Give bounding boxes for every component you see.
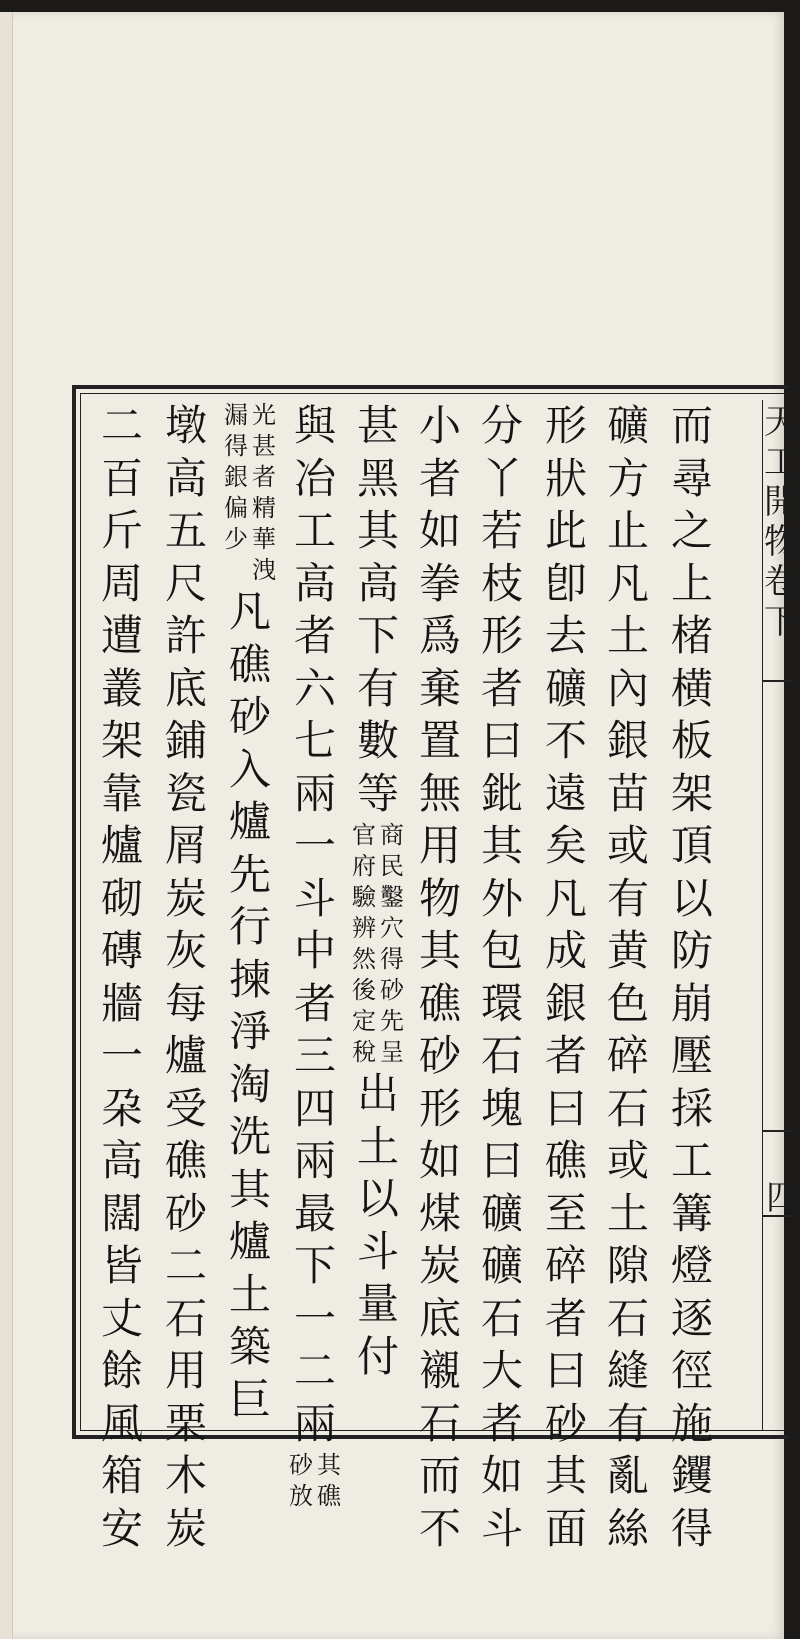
note-char: 商 — [380, 821, 404, 849]
text-char: 以 — [670, 873, 713, 923]
margin-title-char: 卷 — [764, 562, 798, 602]
note-char: 得 — [224, 432, 248, 460]
text-char: 礁 — [164, 1136, 207, 1185]
note-subcolumn — [380, 820, 404, 1068]
text-char: 淘 — [228, 1059, 271, 1109]
text-char: 二 — [164, 1241, 207, 1290]
text-char: 皆 — [100, 1241, 143, 1290]
text-char: 外 — [480, 873, 523, 923]
text-char: 六 — [293, 663, 336, 713]
text-char: 砌 — [100, 873, 143, 923]
text-char: 斤 — [100, 506, 143, 555]
text-char: 物 — [418, 873, 461, 923]
note-char: 放 — [289, 1482, 313, 1510]
text-char: 銀 — [606, 716, 649, 765]
text-char: 棄 — [418, 663, 461, 713]
text-char: 與 — [293, 401, 336, 450]
text-char: 冶 — [293, 453, 336, 503]
text-char: 上 — [670, 558, 713, 608]
text-char: 者 — [418, 453, 461, 503]
text-char: 隙 — [606, 1241, 649, 1290]
text-char: 兩 — [293, 1398, 336, 1448]
note-char: 鑿 — [380, 883, 404, 911]
text-char: 或 — [606, 821, 649, 870]
text-char: 等 — [356, 768, 399, 818]
text-char: 入 — [228, 744, 271, 794]
text-char: 餘 — [100, 1346, 143, 1395]
previous-leaf-edge — [0, 12, 13, 1639]
note-char: 穴 — [380, 914, 404, 942]
text-char: 其 — [228, 1164, 271, 1214]
note-char: 砂 — [289, 1451, 313, 1479]
note-char: 驗 — [352, 883, 376, 911]
note-char: 華 — [252, 525, 276, 553]
text-char: 二 — [293, 1346, 336, 1395]
text-column — [224, 400, 276, 1426]
text-char: 百 — [100, 453, 143, 503]
text-char: 受 — [164, 1083, 207, 1133]
text-char: 絲 — [606, 1503, 649, 1553]
text-char: 者 — [480, 663, 523, 713]
interlinear-note — [352, 820, 404, 1068]
text-char: 出 — [356, 1069, 399, 1118]
text-char: 以 — [356, 1174, 399, 1223]
text-char: 石 — [480, 1293, 523, 1343]
text-char: 形 — [418, 1083, 461, 1133]
text-char: 此 — [544, 506, 587, 555]
text-char: 爐 — [228, 797, 271, 846]
text-char: 成 — [544, 926, 587, 975]
text-char: 或 — [606, 1136, 649, 1185]
text-char: 者 — [480, 1398, 523, 1448]
note-char: 先 — [380, 1007, 404, 1035]
text-char: 曰 — [480, 716, 523, 765]
text-char: 如 — [418, 1136, 461, 1185]
note-subcolumn — [252, 400, 276, 586]
text-char: 中 — [293, 926, 336, 975]
text-char: 分 — [480, 401, 523, 450]
note-char: 洩 — [252, 556, 276, 584]
note-subcolumn — [352, 820, 376, 1068]
text-char: 至 — [544, 1188, 587, 1238]
text-char: 亂 — [606, 1451, 649, 1500]
note-char: 精 — [252, 494, 276, 522]
text-char: 一 — [293, 821, 336, 870]
text-char: 土 — [228, 1269, 271, 1319]
text-char: 者 — [293, 978, 336, 1028]
text-char: 工 — [293, 506, 336, 555]
text-char: 無 — [418, 768, 461, 818]
text-char: 石 — [418, 1398, 461, 1448]
text-char: 縫 — [606, 1346, 649, 1395]
text-char: 大 — [480, 1346, 523, 1395]
text-char: 而 — [418, 1451, 461, 1500]
text-char: 一 — [100, 1031, 143, 1080]
margin-title-char: 下 — [764, 602, 798, 642]
note-char: 稅 — [352, 1038, 376, 1066]
text-char: 煤 — [418, 1188, 461, 1238]
text-char: 木 — [164, 1451, 207, 1500]
text-char: 之 — [670, 506, 713, 555]
text-char: 最 — [293, 1188, 336, 1238]
text-char: 尺 — [164, 558, 207, 608]
note-char: 民 — [380, 852, 404, 880]
text-char: 形 — [480, 611, 523, 660]
text-char: 者 — [544, 1293, 587, 1343]
text-char: 礦 — [480, 1241, 523, 1290]
text-char: 淨 — [228, 1007, 271, 1056]
text-char: 丫 — [480, 453, 523, 503]
text-char: 有 — [606, 1398, 649, 1448]
text-char: 礁 — [544, 1136, 587, 1185]
text-char: 而 — [670, 401, 713, 450]
text-char: 兩 — [293, 1136, 336, 1185]
text-column — [604, 400, 652, 1555]
text-char: 礦 — [606, 401, 649, 450]
text-char: 高 — [100, 1136, 143, 1185]
text-char: 朶 — [100, 1083, 143, 1133]
text-char: 環 — [480, 978, 523, 1028]
text-char: 矣 — [544, 821, 587, 870]
note-subcolumn — [317, 1450, 341, 1512]
text-char: 砂 — [164, 1188, 207, 1238]
text-char: 用 — [164, 1346, 207, 1395]
note-char: 定 — [352, 1007, 376, 1035]
text-char: 下 — [293, 1241, 336, 1290]
text-char: 凡 — [544, 873, 587, 923]
text-char: 高 — [164, 453, 207, 503]
text-char: 四 — [293, 1083, 336, 1133]
text-char: 下 — [356, 611, 399, 660]
text-char: 築 — [228, 1322, 271, 1371]
text-char: 卽 — [544, 558, 587, 608]
text-char: 叢 — [100, 663, 143, 713]
note-char: 呈 — [380, 1038, 404, 1066]
margin-divider — [762, 680, 792, 682]
text-column — [668, 400, 716, 1555]
text-char: 鈚 — [480, 768, 523, 818]
text-char: 止 — [606, 506, 649, 555]
text-char: 架 — [670, 768, 713, 818]
text-char: 行 — [228, 902, 271, 951]
text-char: 有 — [356, 663, 399, 713]
text-char: 礁 — [418, 978, 461, 1028]
margin-title-char: 工 — [764, 442, 798, 482]
text-char: 曰 — [480, 1136, 523, 1185]
text-char: 得 — [670, 1503, 713, 1553]
text-char: 斗 — [356, 1226, 399, 1276]
text-column — [98, 400, 146, 1555]
text-char: 徑 — [670, 1346, 713, 1395]
text-char: 狀 — [544, 453, 587, 503]
text-char: 鋪 — [164, 716, 207, 765]
text-char: 頂 — [670, 821, 713, 870]
text-char: 方 — [606, 453, 649, 503]
text-char: 靠 — [100, 768, 143, 818]
text-char: 內 — [606, 663, 649, 713]
text-char: 瓷 — [164, 768, 207, 818]
text-char: 用 — [418, 821, 461, 870]
interlinear-note — [289, 1450, 341, 1512]
text-char: 逐 — [670, 1293, 713, 1343]
text-char: 量 — [356, 1279, 399, 1328]
text-char: 礦 — [544, 663, 587, 713]
text-char: 一 — [293, 1293, 336, 1343]
text-char: 採 — [670, 1083, 713, 1133]
text-char: 若 — [480, 506, 523, 555]
text-char: 土 — [606, 611, 649, 660]
text-char: 先 — [228, 849, 271, 899]
text-char: 燈 — [670, 1241, 713, 1290]
text-char: 去 — [544, 611, 587, 660]
text-char: 銀 — [544, 978, 587, 1028]
note-char: 辨 — [352, 914, 376, 942]
text-char: 崩 — [670, 978, 713, 1028]
note-char: 漏 — [224, 401, 248, 429]
text-char: 礦 — [480, 1188, 523, 1238]
text-char: 牆 — [100, 978, 143, 1028]
text-char: 爐 — [100, 821, 143, 870]
text-column — [289, 400, 341, 1512]
text-char: 如 — [480, 1451, 523, 1500]
note-char: 銀 — [224, 463, 248, 491]
text-char: 高 — [356, 558, 399, 608]
text-char: 斗 — [480, 1503, 523, 1553]
text-char: 石 — [606, 1293, 649, 1343]
text-char: 不 — [544, 716, 587, 765]
text-char: 三 — [293, 1031, 336, 1080]
text-char: 闊 — [100, 1188, 143, 1238]
margin-title-char: 開 — [764, 482, 798, 522]
note-char: 光 — [252, 401, 276, 429]
note-char: 其 — [317, 1451, 341, 1479]
text-char: 壓 — [670, 1031, 713, 1080]
text-char: 洗 — [228, 1112, 271, 1161]
text-char: 篝 — [670, 1188, 713, 1238]
text-char: 架 — [100, 716, 143, 765]
text-char: 高 — [293, 558, 336, 608]
note-char: 府 — [352, 852, 376, 880]
text-column — [162, 400, 210, 1555]
text-char: 工 — [670, 1136, 713, 1185]
text-char: 面 — [544, 1503, 587, 1553]
text-char: 拳 — [418, 558, 461, 608]
margin-title-char: 物 — [764, 522, 798, 562]
text-char: 遭 — [100, 611, 143, 660]
note-char: 甚 — [252, 432, 276, 460]
note-char: 者 — [252, 463, 276, 491]
text-char: 防 — [670, 926, 713, 975]
margin-title-char: 天 — [764, 402, 798, 442]
text-column — [478, 400, 526, 1555]
text-char: 爲 — [418, 611, 461, 660]
text-char: 斗 — [293, 873, 336, 923]
text-char: 板 — [670, 716, 713, 765]
text-char: 砂 — [228, 692, 271, 741]
text-char: 石 — [606, 1083, 649, 1133]
text-char: 不 — [418, 1503, 461, 1553]
note-char: 砂 — [380, 976, 404, 1004]
text-char: 凡 — [228, 587, 271, 636]
margin-book-title — [764, 402, 798, 642]
text-char: 二 — [100, 401, 143, 450]
text-char: 如 — [418, 506, 461, 555]
text-char: 砂 — [544, 1398, 587, 1448]
text-char: 兩 — [293, 768, 336, 818]
text-char: 枝 — [480, 558, 523, 608]
text-char: 其 — [480, 821, 523, 870]
text-char: 丈 — [100, 1293, 143, 1343]
text-char: 風 — [100, 1398, 143, 1448]
text-char: 爐 — [228, 1217, 271, 1266]
text-char: 碎 — [606, 1031, 649, 1080]
text-char: 炭 — [164, 873, 207, 923]
note-subcolumn — [289, 1450, 313, 1512]
note-char: 得 — [380, 945, 404, 973]
text-char: 巨 — [228, 1374, 271, 1424]
note-subcolumn — [224, 400, 248, 586]
interlinear-note — [224, 400, 276, 586]
text-char: 其 — [418, 926, 461, 975]
text-char: 凡 — [606, 558, 649, 608]
note-char: 礁 — [317, 1482, 341, 1510]
text-char: 石 — [164, 1293, 207, 1343]
text-char: 者 — [544, 1031, 587, 1080]
text-char: 者 — [293, 611, 336, 660]
text-char: 曰 — [544, 1083, 587, 1133]
margin-divider — [762, 1130, 792, 1132]
note-char: 後 — [352, 976, 376, 1004]
text-char: 遠 — [544, 768, 587, 818]
text-char: 砂 — [418, 1031, 461, 1080]
text-column — [542, 400, 590, 1555]
text-char: 炭 — [418, 1241, 461, 1290]
text-char: 襯 — [418, 1346, 461, 1395]
text-char: 尋 — [670, 453, 713, 503]
text-char: 底 — [418, 1293, 461, 1343]
text-char: 栗 — [164, 1398, 207, 1448]
text-char: 曰 — [544, 1346, 587, 1395]
text-char: 底 — [164, 663, 207, 713]
text-column — [352, 400, 404, 1383]
text-char: 置 — [418, 716, 461, 765]
text-char: 石 — [480, 1031, 523, 1080]
note-char: 少 — [224, 525, 248, 553]
text-char: 钁 — [670, 1451, 713, 1500]
text-char: 灰 — [164, 926, 207, 975]
text-char: 黑 — [356, 453, 399, 503]
text-char: 七 — [293, 716, 336, 765]
text-char: 塊 — [480, 1083, 523, 1133]
text-char: 安 — [100, 1503, 143, 1553]
text-char: 苗 — [606, 768, 649, 818]
margin-page-number: 四 — [766, 1178, 800, 1218]
text-char: 形 — [544, 401, 587, 450]
text-char: 土 — [606, 1188, 649, 1238]
text-char: 土 — [356, 1121, 399, 1171]
note-char: 然 — [352, 945, 376, 973]
text-char: 五 — [164, 506, 207, 555]
note-char: 官 — [352, 821, 376, 849]
text-column — [416, 400, 464, 1555]
text-char: 有 — [606, 873, 649, 923]
text-char: 包 — [480, 926, 523, 975]
text-char: 數 — [356, 716, 399, 765]
text-char: 揀 — [228, 954, 271, 1004]
text-char: 磚 — [100, 926, 143, 975]
text-char: 碎 — [544, 1241, 587, 1290]
text-char: 横 — [670, 663, 713, 713]
text-char: 小 — [418, 401, 461, 450]
text-char: 甚 — [356, 401, 399, 450]
note-char: 偏 — [224, 494, 248, 522]
text-char: 爐 — [164, 1031, 207, 1080]
text-char: 黄 — [606, 926, 649, 975]
text-char: 屑 — [164, 821, 207, 870]
text-char: 許 — [164, 611, 207, 660]
text-char: 墩 — [164, 401, 207, 450]
text-char: 礁 — [228, 639, 271, 689]
text-char: 施 — [670, 1398, 713, 1448]
text-char: 炭 — [164, 1503, 207, 1553]
text-char: 楮 — [670, 611, 713, 660]
text-char: 箱 — [100, 1451, 143, 1500]
text-char: 每 — [164, 978, 207, 1028]
text-char: 其 — [544, 1451, 587, 1500]
text-char: 周 — [100, 558, 143, 608]
text-char: 色 — [606, 978, 649, 1028]
text-char: 付 — [356, 1331, 399, 1381]
text-char: 其 — [356, 506, 399, 555]
